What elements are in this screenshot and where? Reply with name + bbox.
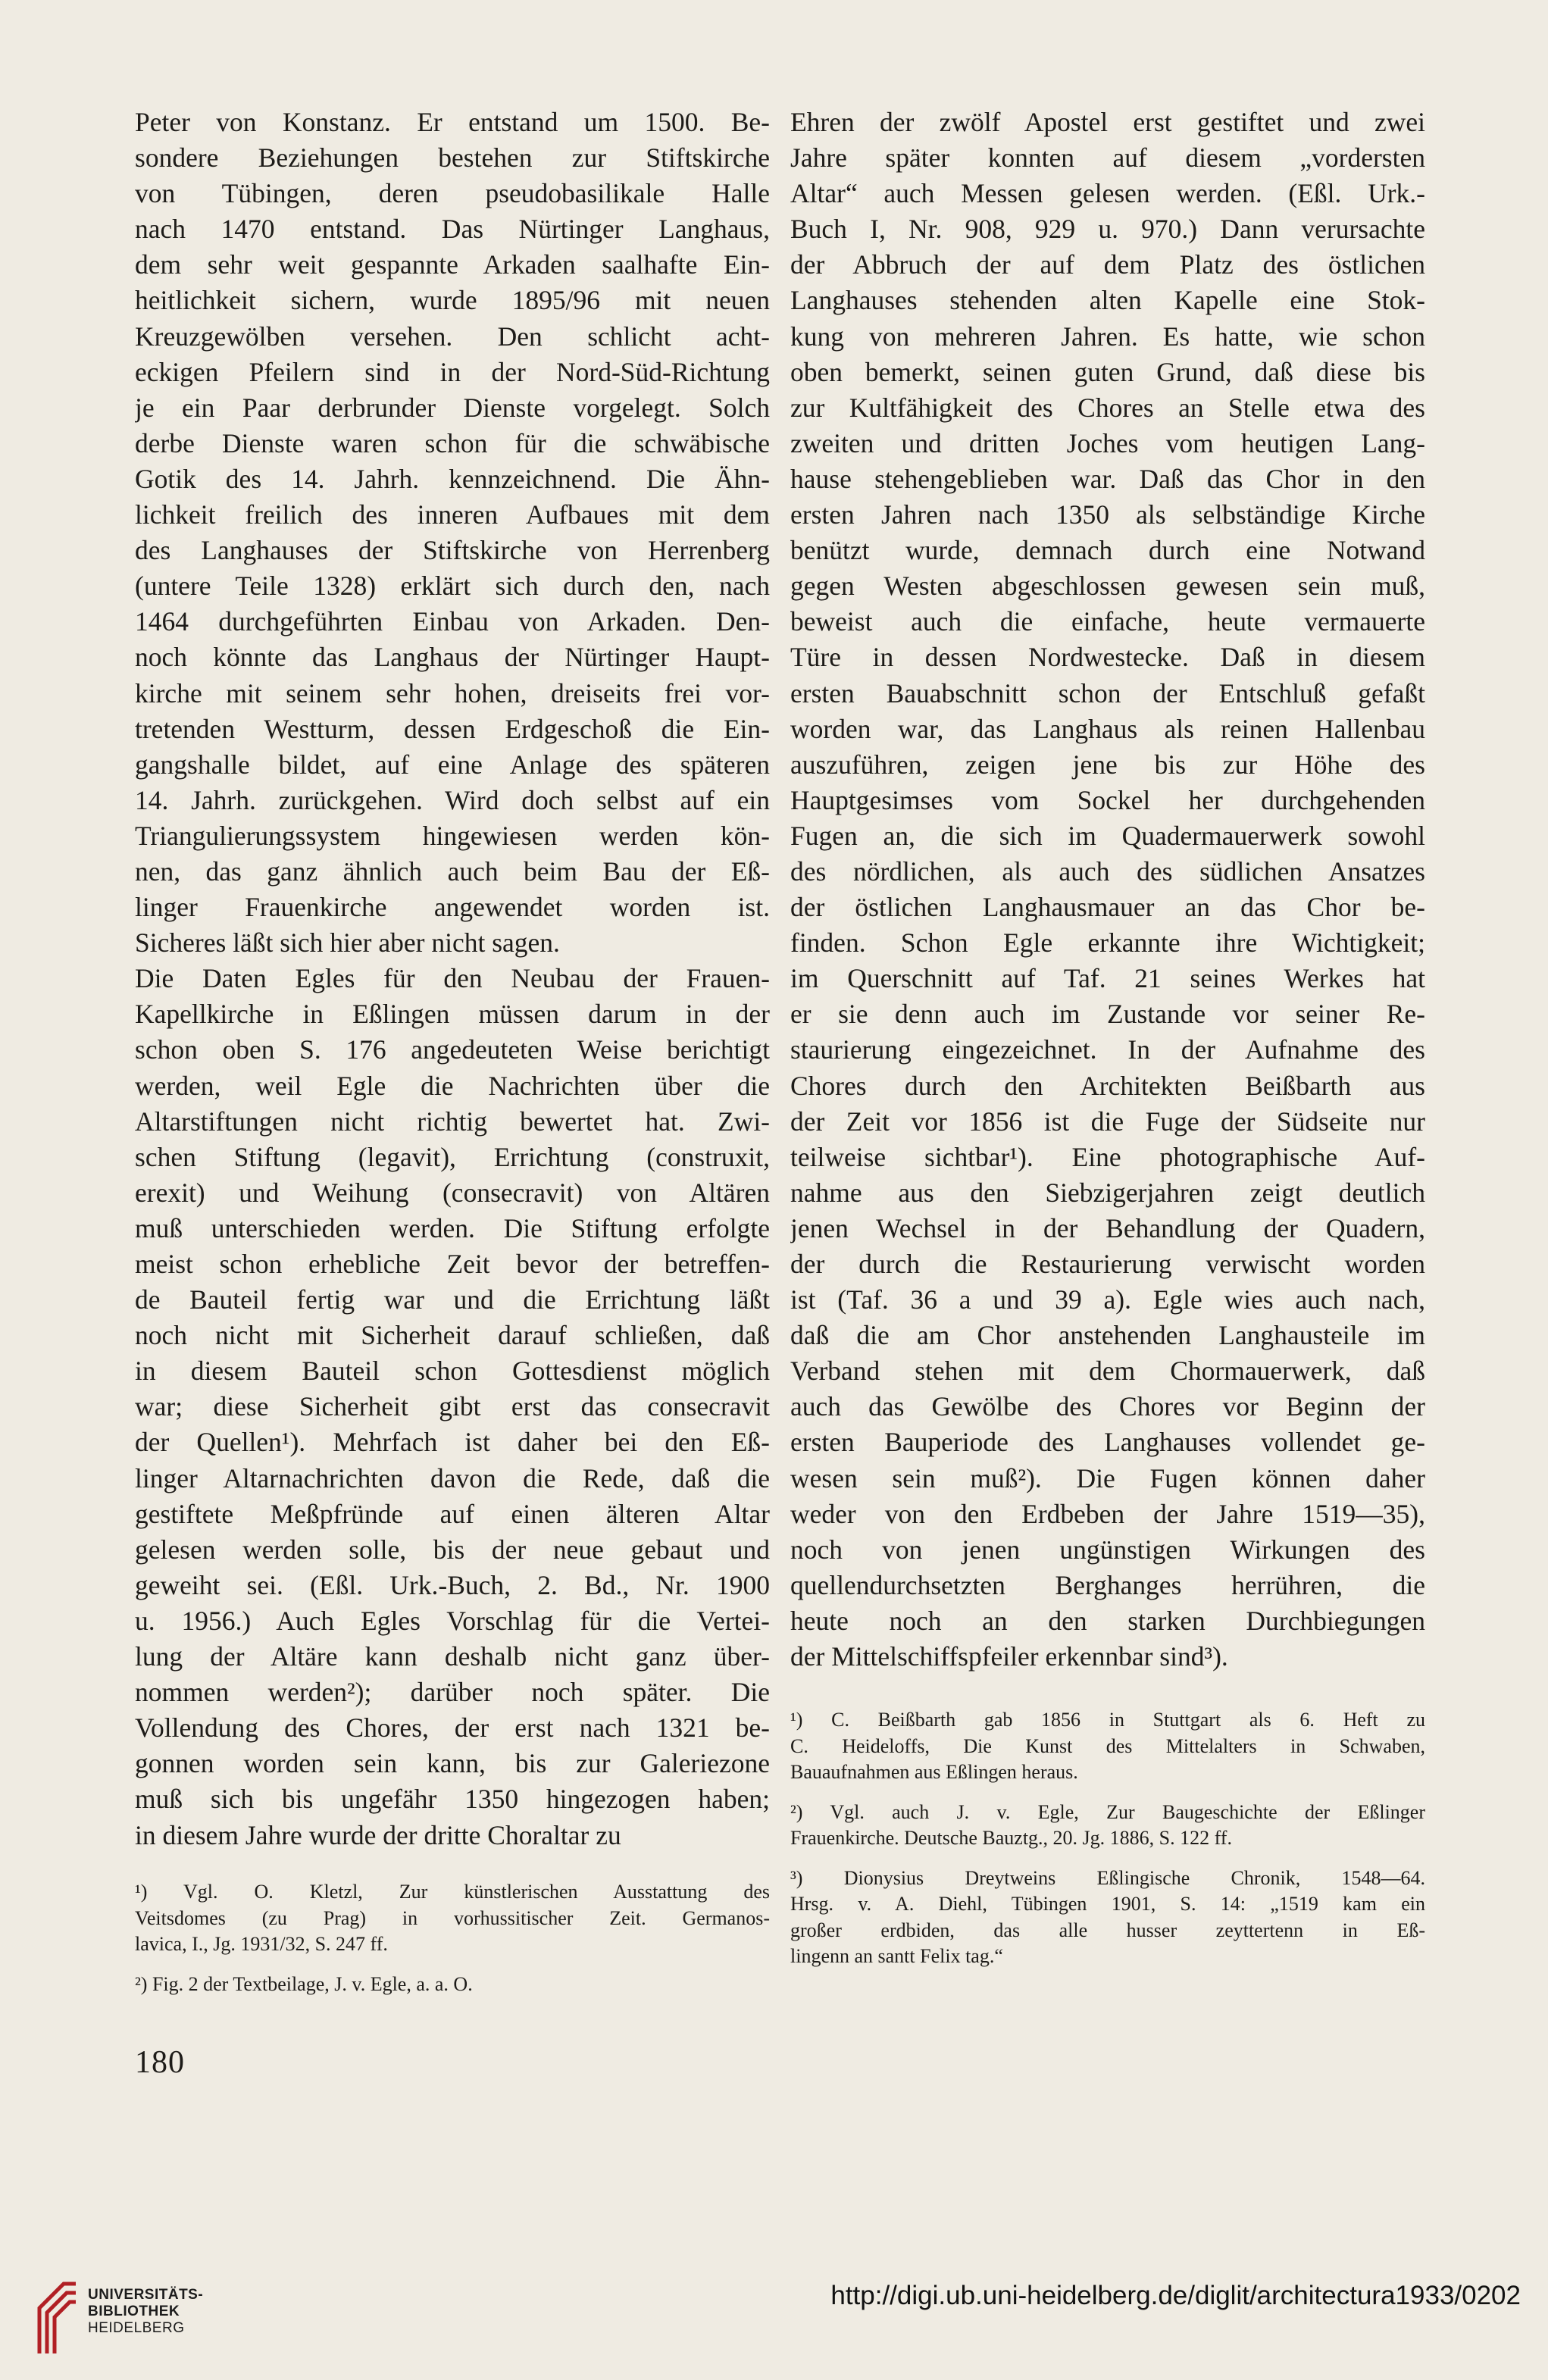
footnote-line: Veitsdomes (zu Prag) in vorhussitischer Zeit. Germanos- — [135, 1906, 770, 1929]
text-line: Verband stehen mit dem Chormauerwerk, daß — [790, 1356, 1425, 1387]
text-line: nommen werden²); darüber noch später. Die — [135, 1677, 770, 1708]
text-line: Jahre später konnten auf diesem „vordersten — [790, 142, 1425, 174]
text-line: er sie denn auch im Zustande vor seiner Re- — [790, 999, 1425, 1030]
text-line: gelesen werden solle, bis der neue gebaut und — [135, 1534, 770, 1565]
text-line: finden. Schon Egle erkannte ihre Wichtigkeit; — [790, 927, 1425, 959]
text-line: erexit) und Weihung (consecravit) von Altären — [135, 1177, 770, 1208]
left-footnotes — [135, 1879, 770, 1997]
footnote-line: großer erdbiden, das alle husser zeyttertenn in Eß- — [790, 1919, 1425, 1941]
text-line: zur Kultfähigkeit des Chores an Stelle etwa des — [790, 392, 1425, 423]
text-line: im Querschnitt auf Taf. 21 seines Werkes hat — [790, 963, 1425, 994]
text-line: ist (Taf. 36 a und 39 a). Egle wies auch nach, — [790, 1284, 1425, 1315]
text-line: der durch die Restaurierung verwischt worden — [790, 1249, 1425, 1279]
text-line: zweiten und dritten Joches vom heutigen Lang- — [790, 427, 1425, 458]
footnote-line: C. Heideloffs, Die Kunst des Mittelalters in Schwaben, — [790, 1734, 1425, 1757]
text-line: 1464 durchgeführten Einbau von Arkaden. Den- — [135, 606, 770, 637]
text-line: ersten Jahren nach 1350 als selbständige Kirche — [790, 499, 1425, 530]
text-line: teilweise sichtbar¹). Eine photographische Auf- — [790, 1141, 1425, 1172]
library-logo-icon — [33, 2278, 82, 2361]
text-line: 14. Jahrh. zurückgehen. Wird doch selbst auf ein — [135, 784, 770, 815]
text-line: staurierung eingezeichnet. In der Aufnahme des — [790, 1034, 1425, 1065]
text-line: gonnen worden sein kann, bis zur Galeriezone — [135, 1748, 770, 1779]
library-name — [88, 2287, 203, 2337]
text-line: ersten Bauperiode des Langhauses vollendet ge- — [790, 1427, 1425, 1458]
text-line: schon oben S. 176 angedeuteten Weise berichtigt — [135, 1034, 770, 1065]
text-line: quellendurchsetzten Berghanges herrühren, die — [790, 1569, 1425, 1600]
text-line: Altarstiftungen nicht richtig bewertet hat. Zwi- — [135, 1106, 770, 1137]
text-line: tretenden Westturm, dessen Erdgeschoß die Ein- — [135, 713, 770, 744]
library-name-line1: UNIVERSITÄTS- — [88, 2287, 204, 2303]
text-line: hause stehengeblieben war. Daß das Chor in den — [790, 463, 1425, 494]
text-line: Kapellkirche in Eßlingen müssen darum in der — [135, 999, 770, 1030]
text-line: war; diese Sicherheit gibt erst das consecravit — [135, 1391, 770, 1422]
text-line: Gotik des 14. Jahrh. kennzeichnend. Die Ähn- — [135, 463, 770, 494]
text-line: lichkeit freilich des inneren Aufbaues mit dem — [135, 499, 770, 530]
text-line: nen, das ganz ähnlich auch beim Bau der Eß- — [135, 855, 770, 887]
text-line: der Abbruch der auf dem Platz des östlichen — [790, 249, 1425, 280]
text-line: sondere Beziehungen bestehen zur Stiftskirche — [135, 142, 770, 174]
text-line: der Mittelschiffspfeiler erkennbar sind³). — [790, 1641, 1228, 1672]
text-line: heitlichkeit sichern, wurde 1895/96 mit neuen — [135, 285, 770, 316]
footnote-line: Hrsg. v. A. Diehl, Tübingen 1901, S. 14: „1519 kam ein — [790, 1893, 1425, 1915]
text-line: beweist auch die einfache, heute vermauerte — [790, 606, 1425, 637]
text-line: ersten Bauabschnitt schon der Entschluß gefaßt — [790, 677, 1425, 708]
text-line: Chores durch den Architekten Beißbarth aus — [790, 1070, 1425, 1101]
text-line: werden, weil Egle die Nachrichten über die — [135, 1070, 770, 1101]
source-url-link[interactable]: http://digi.ub.uni-heidelberg.de/diglit/architectura1933/0202 — [830, 2281, 1521, 2310]
footnote-gap — [790, 1852, 1425, 1866]
text-line: gestiftete Meßpfründe auf einen älteren Altar — [135, 1498, 770, 1529]
text-line: worden war, das Langhaus als reinen Hallenbau — [790, 713, 1425, 744]
footnote-line: ¹) C. Beißbarth gab 1856 in Stuttgart als 6. Heft zu — [790, 1709, 1425, 1731]
text-line: Triangulierungssystem hingewiesen werden kön- — [135, 820, 770, 851]
left-column — [135, 105, 770, 1995]
page-number: 180 — [135, 2045, 185, 2080]
text-line: (untere Teile 1328) erklärt sich durch den, nach — [135, 571, 770, 602]
text-line: je ein Paar derbrunder Dienste vorgelegt. Solch — [135, 392, 770, 423]
library-name-line3: HEIDELBERG — [88, 2320, 185, 2336]
text-line: u. 1956.) Auch Egles Vorschlag für die Vertei- — [135, 1605, 770, 1636]
text-line: schen Stiftung (legavit), Errichtung (construxit, — [135, 1141, 770, 1172]
text-line: auszuführen, zeigen jene bis zur Höhe des — [790, 749, 1425, 780]
text-line: der Zeit vor 1856 ist die Fuge der Südseite nur — [790, 1106, 1425, 1137]
left-body-text — [135, 105, 770, 1853]
library-logo[interactable] — [33, 2278, 261, 2361]
text-line: des Langhauses der Stiftskirche von Herrenberg — [135, 535, 770, 566]
text-line: gangshalle bildet, auf eine Anlage des späteren — [135, 749, 770, 780]
footnote-line: ³) Dionysius Dreytweins Eßlingische Chronik, 1548—64. — [790, 1866, 1425, 1889]
text-line: nach 1470 entstand. Das Nürtinger Langhaus, — [135, 214, 770, 245]
text-line: Peter von Konstanz. Er entstand um 1500. Be- — [135, 107, 770, 137]
right-column — [790, 105, 1425, 1967]
footnote-line: ¹) Vgl. O. Kletzl, Zur künstlerischen Ausstattung des — [135, 1881, 770, 1903]
library-name-line2: BIBLIOTHEK — [88, 2303, 180, 2319]
text-line: Vollendung des Chores, der erst nach 1321 be- — [135, 1712, 770, 1744]
text-line: Kreuzgewölben versehen. Den schlicht acht- — [135, 321, 770, 352]
text-line: muß unterschieden werden. Die Stiftung erfolgte — [135, 1212, 770, 1243]
footnote-line: Bauaufnahmen aus Eßlingen heraus. — [790, 1761, 1078, 1783]
text-line: noch nicht mit Sicherheit darauf schließen, daß — [135, 1320, 770, 1351]
footnote-gap — [135, 1958, 770, 1972]
text-line: Buch I, Nr. 908, 929 u. 970.) Dann verursachte — [790, 214, 1425, 245]
text-line: in diesem Jahre wurde der dritte Choraltar zu — [135, 1819, 621, 1850]
text-line: noch könnte das Langhaus der Nürtinger Haupt- — [135, 642, 770, 673]
footnote-line: ²) Vgl. auch J. v. Egle, Zur Baugeschichte der Eßlinger — [790, 1800, 1425, 1823]
text-line: daß die am Chor anstehenden Langhausteile im — [790, 1320, 1425, 1351]
footnote-line: ²) Fig. 2 der Textbeilage, J. v. Egle, a. a. O. — [135, 1972, 473, 1995]
footnote-gap — [790, 1786, 1425, 1800]
text-line: meist schon erhebliche Zeit bevor der betreffen- — [135, 1249, 770, 1279]
text-line: kung von mehreren Jahren. Es hatte, wie schon — [790, 321, 1425, 352]
text-line: von Tübingen, deren pseudobasilikale Halle — [135, 178, 770, 209]
text-line: des nördlichen, als auch des südlichen Ansatzes — [790, 855, 1425, 887]
text-line: weder von den Erdbeben der Jahre 1519—35), — [790, 1498, 1425, 1529]
text-line: dem sehr weit gespannte Arkaden saalhafte Ein- — [135, 249, 770, 280]
text-line: Türe in dessen Nordwestecke. Daß in diesem — [790, 642, 1425, 673]
right-footnotes — [790, 1707, 1425, 1970]
text-line: Langhauses stehenden alten Kapelle eine Stok- — [790, 285, 1425, 316]
text-line: muß sich bis ungefähr 1350 hingezogen haben; — [135, 1784, 770, 1815]
text-line: benützt wurde, demnach durch eine Notwand — [790, 535, 1425, 566]
text-line: Die Daten Egles für den Neubau der Frauen- — [135, 963, 770, 994]
text-line: de Bauteil fertig war und die Errichtung läßt — [135, 1284, 770, 1315]
right-body-text — [790, 105, 1425, 1675]
footnote-line: Frauenkirche. Deutsche Bauztg., 20. Jg. 1886, S. 122 ff. — [790, 1827, 1232, 1849]
text-line: auch das Gewölbe des Chores vor Beginn der — [790, 1391, 1425, 1422]
text-line: gegen Westen abgeschlossen gewesen sein muß, — [790, 571, 1425, 602]
text-line: Ehren der zwölf Apostel erst gestiftet und zwei — [790, 107, 1425, 137]
text-line: der Quellen¹). Mehrfach ist daher bei den Eß- — [135, 1427, 770, 1458]
text-line: linger Altarnachrichten davon die Rede, daß die — [135, 1462, 770, 1493]
text-line: geweiht sei. (Eßl. Urk.-Buch, 2. Bd., Nr. 1900 — [135, 1569, 770, 1600]
text-line: derbe Dienste waren schon für die schwäbische — [135, 427, 770, 458]
text-line: kirche mit seinem sehr hohen, dreiseits frei vor- — [135, 677, 770, 708]
text-line: oben bemerkt, seinen guten Grund, daß diese bis — [790, 356, 1425, 387]
text-line: wesen sein muß²). Die Fugen können daher — [790, 1462, 1425, 1493]
text-line: nahme aus den Siebzigerjahren zeigt deutlich — [790, 1177, 1425, 1208]
text-line: Altar“ auch Messen gelesen werden. (Eßl. Urk.- — [790, 178, 1425, 209]
text-line: lung der Altäre kann deshalb nicht ganz über- — [135, 1641, 770, 1672]
text-line: jenen Wechsel in der Behandlung der Quadern, — [790, 1212, 1425, 1243]
text-line: Sicheres läßt sich hier aber nicht sagen. — [135, 927, 560, 959]
text-line: linger Frauenkirche angewendet worden ist. — [135, 892, 770, 923]
text-line: noch von jenen ungünstigen Wirkungen des — [790, 1534, 1425, 1565]
text-line: heute noch an den starken Durchbiegungen — [790, 1605, 1425, 1636]
text-line: eckigen Pfeilern sind in der Nord-Süd-Richtung — [135, 356, 770, 387]
footnote-line: lingenn an santt Felix tag.“ — [790, 1945, 1003, 1967]
text-line: Hauptgesimses vom Sockel her durchgehenden — [790, 784, 1425, 815]
text-line: in diesem Bauteil schon Gottesdienst möglich — [135, 1356, 770, 1387]
footnote-line: lavica, I., Jg. 1931/32, S. 247 ff. — [135, 1933, 388, 1955]
text-line: Fugen an, die sich im Quadermauerwerk sowohl — [790, 820, 1425, 851]
text-line: der östlichen Langhausmauer an das Chor be- — [790, 892, 1425, 923]
